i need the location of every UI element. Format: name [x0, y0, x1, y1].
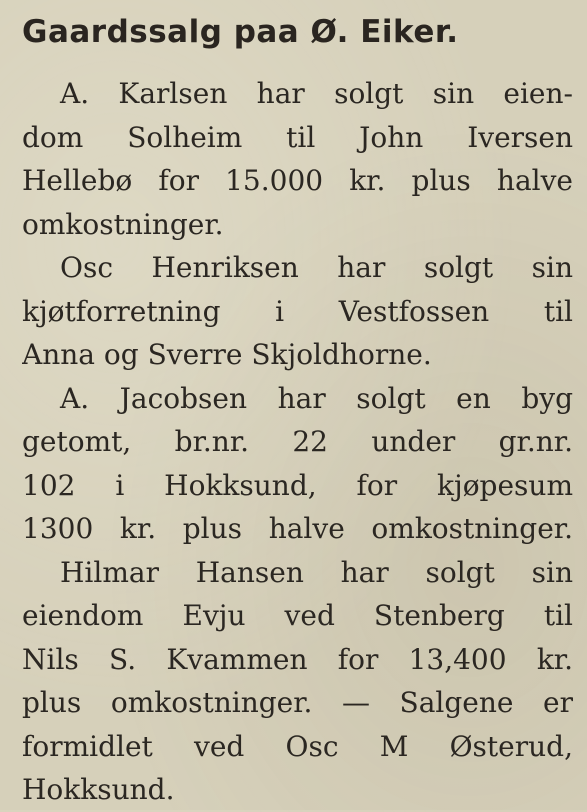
text-line: Hellebø for 15.000 kr. plus halve	[22, 164, 573, 197]
text-line: formidlet ved Osc M Østerud,	[22, 729, 573, 763]
text-line: getomt, br.nr. 22 under gr.nr.	[22, 425, 573, 458]
article-body	[22, 72, 573, 812]
text-line: A. Karlsen har solgt sin eien-	[60, 77, 573, 110]
text-line: plus omkostninger. — Salgene er	[22, 686, 573, 719]
paragraph-hansen	[22, 551, 573, 812]
headline: Gaardssalg paa Ø. Eiker.	[22, 14, 459, 50]
text-line: Osc Henriksen har solgt sin	[60, 251, 573, 284]
text-line: 1300 kr. plus halve omkostninger.	[22, 512, 573, 545]
text-line: Nils S. Kvammen for 13,400 kr.	[22, 642, 573, 676]
paragraph-henriksen	[22, 246, 573, 377]
paragraph-jacobsen	[22, 377, 573, 551]
text-line: Anna og Sverre Skjoldhorne.	[22, 338, 432, 371]
text-line: dom Solheim til John Iversen	[22, 120, 573, 154]
text-line: omkostninger.	[22, 207, 224, 241]
text-line: eiendom Evju ved Stenberg til	[22, 599, 573, 632]
text-line: 102 i Hokksund, for kjøpesum	[22, 468, 573, 502]
paragraph-karlsen	[22, 72, 573, 246]
text-line: Hilmar Hansen har solgt sin	[60, 555, 573, 589]
text-line: A. Jacobsen har solgt en byg	[60, 381, 573, 415]
text-line: Hokksund.	[22, 773, 175, 806]
text-line: kjøtforretning i Vestfossen til	[22, 294, 573, 328]
